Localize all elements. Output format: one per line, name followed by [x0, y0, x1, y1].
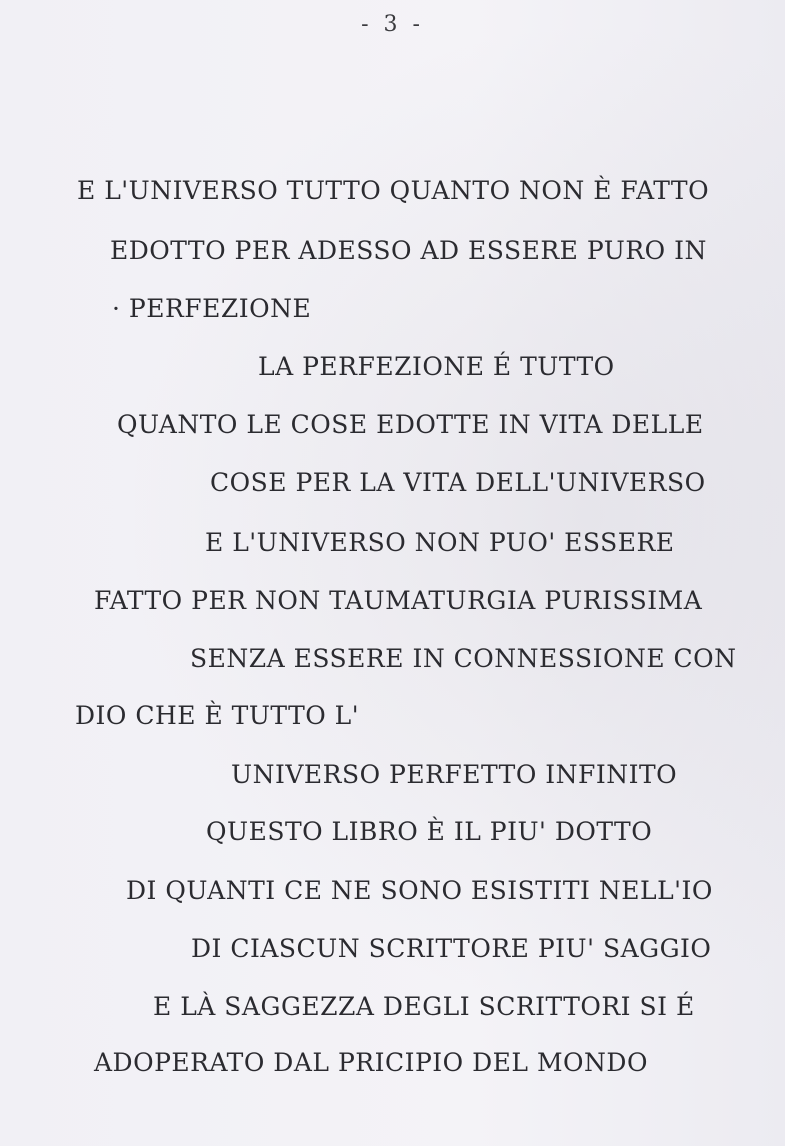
- text-line: COSE PER LA VITA DELL'UNIVERSO: [210, 468, 706, 497]
- text-line: QUESTO LIBRO È IL PIU' DOTTO: [206, 817, 653, 846]
- text-line: SENZA ESSERE IN CONNESSIONE CON: [190, 644, 737, 673]
- text-line: E LÀ SAGGEZZA DEGLI SCRITTORI SI É: [153, 992, 695, 1021]
- text-line: DI CIASCUN SCRITTORE PIU' SAGGIO: [191, 934, 712, 963]
- text-line: LA PERFEZIONE É TUTTO: [258, 352, 615, 381]
- text-line: FATTO PER NON TAUMATURGIA PURISSIMA: [94, 586, 703, 615]
- text-line: · PERFEZIONE: [112, 294, 312, 323]
- text-line: EDOTTO PER ADESSO AD ESSERE PURO IN: [110, 236, 707, 265]
- text-line: UNIVERSO PERFETTO INFINITO: [231, 760, 678, 789]
- text-line: QUANTO LE COSE EDOTTE IN VITA DELLE: [117, 410, 704, 439]
- text-line: ADOPERATO DAL PRICIPIO DEL MONDO: [94, 1048, 648, 1077]
- text-line: DIO CHE È TUTTO L': [75, 701, 360, 730]
- text-line: E L'UNIVERSO NON PUO' ESSERE: [205, 528, 675, 557]
- text-line: E L'UNIVERSO TUTTO QUANTO NON È FATTO: [77, 176, 710, 205]
- text-line: DI QUANTI CE NE SONO ESISTITI NELL'IO: [126, 876, 713, 905]
- page-number: - 3 -: [361, 12, 424, 37]
